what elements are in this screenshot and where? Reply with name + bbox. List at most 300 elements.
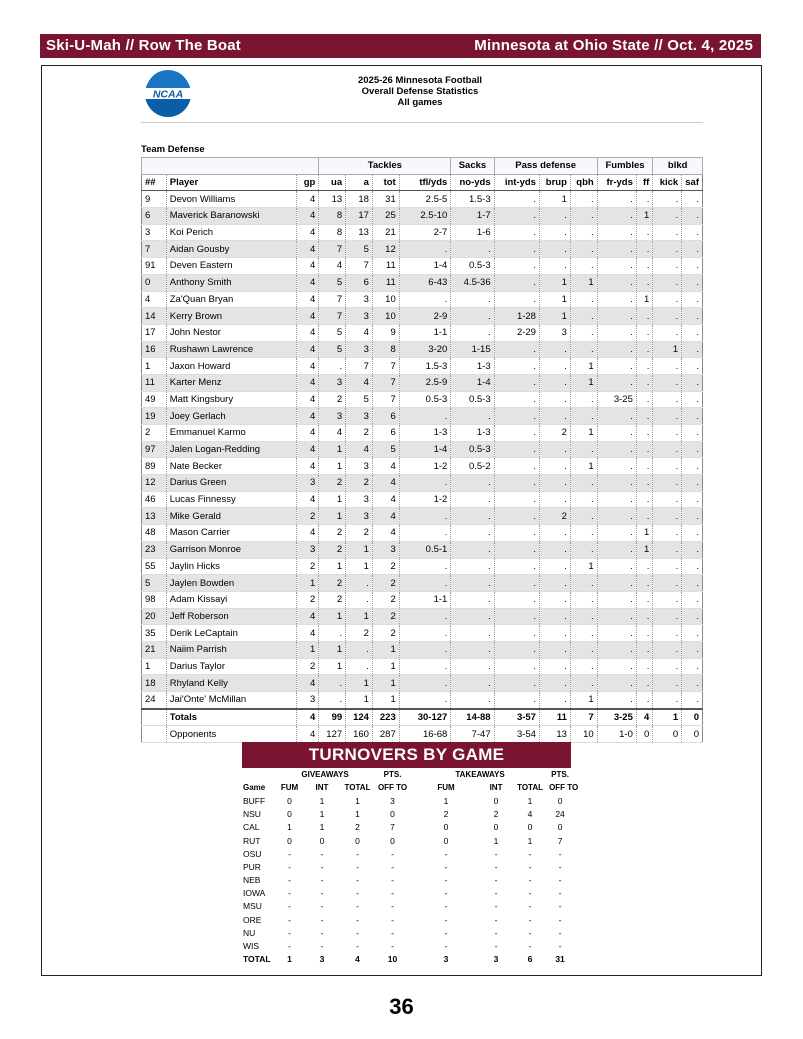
to-column-header: INT	[315, 783, 329, 793]
stat-cell: .	[636, 258, 652, 275]
stat-cell: .	[636, 374, 652, 391]
stat-cell: .	[494, 291, 539, 308]
player-name: Jai'Onte' McMillan	[166, 692, 296, 709]
stat-cell: 4	[372, 491, 399, 508]
defense-stats-table	[141, 157, 703, 743]
stat-cell: .	[319, 358, 346, 375]
stat-cell: .	[653, 525, 682, 542]
turnover-row	[242, 794, 571, 807]
stat-cell: 1	[346, 558, 373, 575]
stat-cell: .	[494, 658, 539, 675]
player-name: Mike Gerald	[166, 508, 296, 525]
stat-cell: 1	[346, 608, 373, 625]
stat-cell: .	[399, 575, 451, 592]
stat-cell: 2	[372, 625, 399, 642]
stat-cell: .	[597, 258, 636, 275]
stat-cell: 5	[142, 575, 167, 592]
stat-cell: .	[399, 675, 451, 692]
stat-cell: .	[682, 324, 703, 341]
column-header: tot	[372, 174, 399, 191]
stat-cell: 2.5-10	[399, 208, 451, 225]
stat-cell: 6-43	[399, 274, 451, 291]
player-name: Matt Kingsbury	[166, 391, 296, 408]
turnover-cell: -	[356, 927, 359, 938]
stat-cell: .	[399, 692, 451, 709]
stat-cell: .	[451, 508, 494, 525]
stat-cell: .	[682, 374, 703, 391]
stat-cell: 31	[372, 191, 399, 208]
stat-cell: 1	[570, 358, 597, 375]
stat-cell: .	[494, 441, 539, 458]
stat-cell: 20	[142, 608, 167, 625]
turnover-cell: -	[391, 941, 394, 952]
stat-cell: 2.5-9	[399, 374, 451, 391]
stat-cell: .	[570, 491, 597, 508]
turnover-cell: -	[391, 848, 394, 859]
table-row	[142, 558, 703, 575]
column-header: int-yds	[494, 174, 539, 191]
stat-cell: 2-7	[399, 224, 451, 241]
stat-cell: 11	[372, 274, 399, 291]
stat-cell: .	[570, 658, 597, 675]
column-header: tfl/yds	[399, 174, 451, 191]
stat-cell: .	[636, 508, 652, 525]
stat-cell: 3	[142, 224, 167, 241]
turnover-cell: -	[391, 888, 394, 899]
stat-cell: 1	[319, 658, 346, 675]
turnover-cell: 3	[443, 954, 449, 965]
turnover-cell: 0	[493, 822, 499, 833]
stat-cell: .	[451, 541, 494, 558]
turnover-row	[242, 913, 571, 926]
stat-cell: 1-3	[451, 358, 494, 375]
turnover-cell: 3	[493, 954, 499, 965]
player-name: Jeff Roberson	[166, 608, 296, 625]
stat-cell: .	[653, 591, 682, 608]
turnover-row	[242, 887, 571, 900]
stat-cell: .	[682, 641, 703, 658]
stat-cell: 1	[570, 425, 597, 442]
stat-cell: 11	[539, 709, 570, 726]
stat-cell: .	[494, 591, 539, 608]
stat-cell: 2	[372, 608, 399, 625]
group-header-row	[142, 158, 703, 175]
stat-cell: .	[636, 308, 652, 325]
stat-cell: 3	[319, 408, 346, 425]
stat-cell: 7	[319, 291, 346, 308]
player-name: Mason Carrier	[166, 525, 296, 542]
game-name: MSU	[243, 901, 262, 912]
stat-cell: .	[653, 291, 682, 308]
stat-cell: 13	[319, 191, 346, 208]
table-row	[142, 692, 703, 709]
stat-cell: 4.5-36	[451, 274, 494, 291]
stat-cell: 1-7	[451, 208, 494, 225]
column-header: kick	[653, 174, 682, 191]
stat-cell: .	[539, 541, 570, 558]
stat-cell: .	[570, 625, 597, 642]
opponents-row	[142, 726, 703, 743]
turnover-cell: 1	[527, 795, 533, 806]
stat-cell: 4	[372, 508, 399, 525]
turnovers-table	[242, 768, 579, 966]
turnover-cell: -	[528, 901, 532, 912]
stat-cell: 1	[539, 191, 570, 208]
stat-cell: 1-2	[399, 458, 451, 475]
stat-cell: 1-15	[451, 341, 494, 358]
ncaa-logo-text: NCAA	[152, 88, 184, 101]
turnover-cell: -	[391, 875, 394, 886]
stat-cell: 1	[636, 208, 652, 225]
stat-cell: 4	[346, 374, 373, 391]
stat-cell: .	[570, 241, 597, 258]
stat-cell: .	[636, 658, 652, 675]
stat-cell: 7	[346, 258, 373, 275]
stat-cell: 24	[142, 692, 167, 709]
stat-cell: 0.5-1	[399, 541, 451, 558]
stat-cell: 49	[142, 391, 167, 408]
stat-cell: 3	[346, 458, 373, 475]
stat-cell: .	[597, 475, 636, 492]
turnover-cell: -	[288, 861, 291, 872]
stat-cell: .	[653, 675, 682, 692]
stat-cell: .	[653, 408, 682, 425]
turnover-cell: -	[391, 927, 394, 938]
turnover-cell: 0	[287, 809, 292, 820]
stat-cell: 4	[346, 324, 373, 341]
stat-cell: .	[653, 441, 682, 458]
stat-cell: .	[539, 458, 570, 475]
stat-cell: 1-3	[399, 425, 451, 442]
stat-cell: 4	[296, 458, 319, 475]
stat-cell: 3-25	[597, 709, 636, 726]
to-group-pts-2: PTS.	[551, 770, 569, 780]
stat-cell: 1	[570, 458, 597, 475]
stat-cell: .	[494, 191, 539, 208]
turnover-cell: -	[391, 861, 394, 872]
stat-cell: .	[399, 291, 451, 308]
stat-cell: .	[319, 625, 346, 642]
turnovers-table-body	[242, 794, 571, 965]
stat-cell: 6	[372, 408, 399, 425]
turnover-cell: -	[494, 888, 498, 899]
stat-cell: .	[653, 324, 682, 341]
stat-cell: 3	[346, 341, 373, 358]
stat-cell: .	[636, 475, 652, 492]
stat-cell: .	[653, 391, 682, 408]
turnover-cell: -	[320, 927, 324, 938]
player-name: Totals	[166, 709, 296, 726]
stat-cell: .	[597, 308, 636, 325]
stat-cell: 1	[296, 575, 319, 592]
stat-cell: .	[597, 441, 636, 458]
column-header: no-yds	[451, 174, 494, 191]
table-row	[142, 625, 703, 642]
stat-cell: .	[682, 425, 703, 442]
stat-cell: .	[494, 625, 539, 642]
game-name: NEB	[243, 875, 261, 886]
stat-cell: .	[539, 441, 570, 458]
stat-cell: .	[494, 458, 539, 475]
stat-cell: 8	[319, 208, 346, 225]
stat-cell: 16-68	[399, 726, 451, 743]
stat-cell: .	[597, 224, 636, 241]
stat-cell: .	[319, 675, 346, 692]
stat-cell: .	[494, 391, 539, 408]
stat-cell: 1-4	[399, 441, 451, 458]
section-title: Team Defense	[141, 144, 205, 155]
stat-cell: 9	[142, 191, 167, 208]
turnover-cell: -	[356, 861, 359, 872]
stat-cell: 18	[346, 191, 373, 208]
stat-cell: .	[570, 641, 597, 658]
stat-cell: 8	[319, 224, 346, 241]
stat-cell: 4	[296, 208, 319, 225]
stat-cell: .	[570, 408, 597, 425]
game-name: RUT	[243, 835, 261, 846]
turnover-cell: -	[558, 914, 562, 925]
stat-cell: .	[494, 641, 539, 658]
stat-cell: 4	[296, 441, 319, 458]
player-name: Koi Perich	[166, 224, 296, 241]
stat-cell: 2	[372, 575, 399, 592]
table-row	[142, 408, 703, 425]
stat-cell: 89	[142, 458, 167, 475]
stat-cell: .	[570, 508, 597, 525]
stat-cell: 4	[296, 241, 319, 258]
turnover-cell: -	[288, 941, 291, 952]
stat-cell: .	[451, 475, 494, 492]
game-name: OSU	[243, 848, 262, 859]
stat-cell: 4	[296, 341, 319, 358]
stat-cell: 2	[539, 425, 570, 442]
turnover-cell: -	[444, 941, 448, 952]
stat-cell: .	[682, 558, 703, 575]
stat-cell: 1	[296, 641, 319, 658]
stat-cell: .	[597, 458, 636, 475]
stat-cell: 4	[296, 391, 319, 408]
player-name: Jalen Logan-Redding	[166, 441, 296, 458]
stat-cell: 1	[570, 558, 597, 575]
stat-cell: .	[682, 658, 703, 675]
stat-cell: 124	[346, 709, 373, 726]
stat-cell: 2	[346, 525, 373, 542]
stat-cell: 3-25	[597, 391, 636, 408]
column-header: ##	[142, 174, 167, 191]
stat-cell: .	[399, 241, 451, 258]
table-row	[142, 491, 703, 508]
stat-cell: .	[636, 641, 652, 658]
stat-cell: 3	[319, 374, 346, 391]
stat-cell: 11	[142, 374, 167, 391]
stat-cell: 1	[372, 675, 399, 692]
stat-cell: 19	[142, 408, 167, 425]
column-header: a	[346, 174, 373, 191]
player-name: Derik LeCaptain	[166, 625, 296, 642]
game-name: IOWA	[243, 888, 266, 899]
stat-cell: .	[597, 408, 636, 425]
stat-cell: .	[682, 508, 703, 525]
turnover-cell: 0	[319, 835, 325, 846]
turnover-cell: -	[444, 848, 448, 859]
stat-cell: .	[653, 358, 682, 375]
stat-cell	[142, 709, 167, 726]
stat-cell: .	[451, 408, 494, 425]
stat-cell: 3	[346, 408, 373, 425]
stat-cell: 4	[296, 608, 319, 625]
banner-left-title: Ski-U-Mah // Row The Boat	[46, 37, 242, 54]
stat-cell: .	[494, 341, 539, 358]
stat-cell: 6	[346, 274, 373, 291]
stat-cell: 2	[142, 425, 167, 442]
stat-cell: 4	[296, 258, 319, 275]
player-name: Maverick Baranowski	[166, 208, 296, 225]
stat-cell: 2	[296, 558, 319, 575]
stat-cell: .	[682, 575, 703, 592]
stat-cell: .	[570, 341, 597, 358]
stat-cell: .	[451, 308, 494, 325]
stat-cell: .	[570, 308, 597, 325]
stat-cell	[142, 726, 167, 743]
turnover-cell: 0	[493, 795, 499, 806]
turnover-cell: -	[528, 941, 532, 952]
stat-cell: 1	[539, 308, 570, 325]
turnover-cell: -	[558, 875, 562, 886]
stat-cell: 4	[372, 475, 399, 492]
stat-cell: 13	[142, 508, 167, 525]
stat-cell: .	[451, 491, 494, 508]
stat-cell: .	[539, 208, 570, 225]
stat-cell: 160	[346, 726, 373, 743]
stat-cell: .	[346, 591, 373, 608]
stat-cell: .	[346, 575, 373, 592]
turnover-cell: 31	[555, 954, 565, 965]
turnover-cell: 7	[390, 822, 395, 833]
stat-cell: 1	[142, 358, 167, 375]
player-name: Nate Becker	[166, 458, 296, 475]
turnover-cell: -	[444, 901, 448, 912]
stat-cell: 13	[539, 726, 570, 743]
player-name: Rhyland Kelly	[166, 675, 296, 692]
stat-cell: .	[597, 541, 636, 558]
table-row	[142, 441, 703, 458]
stat-cell: 48	[142, 525, 167, 542]
turnover-cell: -	[288, 901, 291, 912]
stat-cell: .	[539, 408, 570, 425]
stat-cell: 6	[142, 208, 167, 225]
stat-cell: 4	[296, 726, 319, 743]
stat-cell: 4	[296, 324, 319, 341]
column-header: saf	[682, 174, 703, 191]
stat-cell: .	[636, 608, 652, 625]
stat-cell: 35	[142, 625, 167, 642]
stat-cell: 14-88	[451, 709, 494, 726]
stat-cell: .	[597, 191, 636, 208]
turnover-cell: -	[356, 901, 359, 912]
turnover-cell: -	[444, 914, 448, 925]
stat-cell: 1	[539, 291, 570, 308]
turnover-cell: 1	[355, 795, 360, 806]
stat-cell: 7	[372, 374, 399, 391]
stat-cell: .	[399, 558, 451, 575]
report-title-line2: Overall Defense Statistics	[361, 86, 479, 97]
stat-cell: .	[539, 391, 570, 408]
stat-cell: .	[597, 324, 636, 341]
stat-cell: 7	[319, 241, 346, 258]
turnover-cell: 1	[527, 835, 533, 846]
stat-cell: 2	[319, 591, 346, 608]
table-row	[142, 541, 703, 558]
to-column-header: TOTAL	[344, 783, 371, 793]
stat-cell: 2	[319, 541, 346, 558]
stat-cell: 55	[142, 558, 167, 575]
player-name: Za'Quan Bryan	[166, 291, 296, 308]
table-row	[142, 274, 703, 291]
turnover-cell: -	[528, 861, 532, 872]
stat-cell: 21	[142, 641, 167, 658]
stat-cell: .	[494, 508, 539, 525]
stat-cell: .	[597, 425, 636, 442]
stat-cell: .	[451, 324, 494, 341]
stat-cell: 2	[296, 591, 319, 608]
turnover-cell: 0	[355, 835, 360, 846]
table-row	[142, 608, 703, 625]
player-name: Joey Gerlach	[166, 408, 296, 425]
stat-cell: 4	[296, 191, 319, 208]
stat-cell: 2	[346, 425, 373, 442]
stat-cell: 1	[570, 692, 597, 709]
stat-cell: 1	[319, 458, 346, 475]
turnover-cell: 0	[557, 822, 563, 833]
stat-cell: .	[494, 408, 539, 425]
stat-cell: 4	[319, 425, 346, 442]
turnover-cell: 3	[319, 954, 325, 965]
stat-cell: .	[494, 608, 539, 625]
turnover-cell: -	[288, 927, 291, 938]
stat-cell: .	[682, 475, 703, 492]
stat-cell: .	[597, 374, 636, 391]
stat-cell: 0.5-2	[451, 458, 494, 475]
stat-cell: .	[636, 591, 652, 608]
stat-cell: .	[653, 475, 682, 492]
stat-cell: .	[653, 641, 682, 658]
stat-cell: .	[636, 675, 652, 692]
stat-cell: 4	[346, 441, 373, 458]
stat-cell: .	[682, 224, 703, 241]
stat-cell: .	[636, 491, 652, 508]
stat-cell: 8	[372, 341, 399, 358]
stat-cell: 4	[296, 525, 319, 542]
stat-cell: .	[636, 341, 652, 358]
turnover-cell: -	[558, 941, 562, 952]
stat-cell: .	[570, 541, 597, 558]
stat-cell: .	[539, 692, 570, 709]
stat-cell: .	[570, 608, 597, 625]
stat-cell: 3	[346, 291, 373, 308]
turnover-cell: -	[494, 848, 498, 859]
group-pass-defense: Pass defense	[494, 158, 597, 175]
stat-cell: .	[570, 575, 597, 592]
stat-cell: .	[597, 358, 636, 375]
stat-cell: 0.5-3	[451, 441, 494, 458]
stat-cell: .	[636, 408, 652, 425]
column-header: brup	[539, 174, 570, 191]
stat-cell: .	[539, 358, 570, 375]
stat-cell: 287	[372, 726, 399, 743]
stat-cell: 98	[142, 591, 167, 608]
stat-cell: 4	[319, 258, 346, 275]
stat-cell: 17	[346, 208, 373, 225]
